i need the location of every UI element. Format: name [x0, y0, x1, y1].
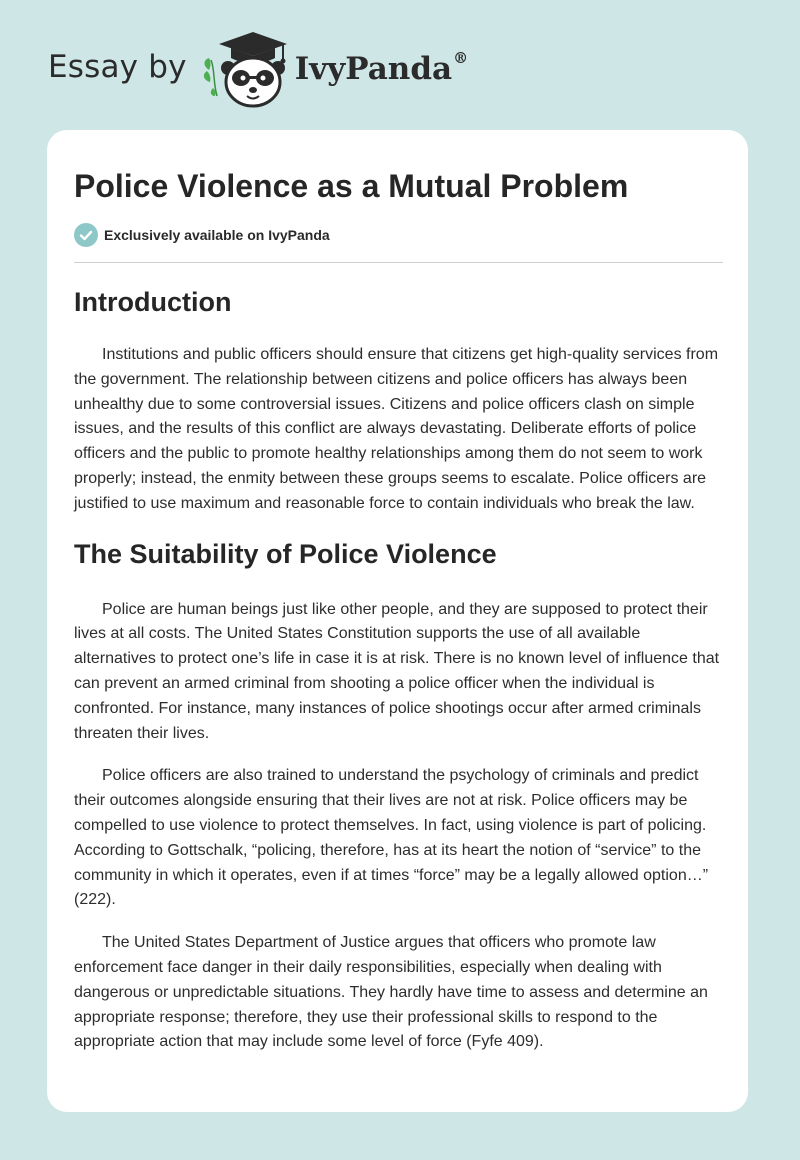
registered-mark: ® [453, 49, 469, 67]
essay-title: Police Violence as a Mutual Problem [74, 168, 629, 204]
ivy-leaf-icon [204, 58, 217, 96]
essay-card [47, 130, 748, 1112]
divider [74, 262, 723, 263]
paragraph: The United States Department of Justice argues that officers who promote law enforcement face danger in their daily responsibilities, especially when dealing with dangerous or unpredictable situations. They hardly have time to assess and determine an appropriate response; therefore, they use their professional skills to respond to the appropriate action that may include some level of force (Fyfe 409). [74, 934, 708, 1051]
essay-content [74, 130, 723, 1055]
essay-by-label: Essay by [48, 49, 187, 85]
badge-text: Exclusively available on IvyPanda [104, 227, 330, 243]
exclusive-badge [74, 222, 723, 248]
panda-graduate-logo-icon[interactable] [201, 30, 291, 110]
paragraph: Police are human beings just like other people, and they are supposed to protect their lives at all costs. The United States Constitution supports the use of all available alternatives to protect one’s life in case it is at risk. There is no known level of influence that can prevent an armed criminal from shooting a police officer when the individual is confronted. For instance, many instances of police shootings occur after armed criminals threaten their lives. [74, 600, 720, 742]
section-heading-suitability: The Suitability of Police Violence [74, 538, 497, 569]
paragraph: Institutions and public officers should ensure that citizens get high-quality services from the government. The relationship between citizens and police officers has always been unhealthy due to some controversial issues. Citizens and police officers clash on simple issues, and the results of this conflict are always devastating. Deliberate efforts of police officers and the public to promote healthy relationships among them do not seem to work properly; instead, the enmity between these groups seems to escalate. Police officers are justified to use maximum and reasonable force to contain individuals who break the law. [74, 346, 719, 512]
paragraph: Police officers are also trained to understand the psychology of criminals and predict their outcomes alongside ensuring that their lives are not at risk. Police officers may be compelled to use violence to protect themselves. In fact, using violence is part of policing. According to Gottschalk, “policing, therefore, has at its heart the notion of “service” to the community in which it operates, even if at times “force” may be a legally allowed option…” (222). [74, 767, 709, 909]
check-circle-icon [74, 223, 98, 247]
section-heading-introduction: Introduction [74, 287, 232, 317]
site-header [48, 30, 468, 110]
brand-name: IvyPanda® [294, 49, 469, 87]
